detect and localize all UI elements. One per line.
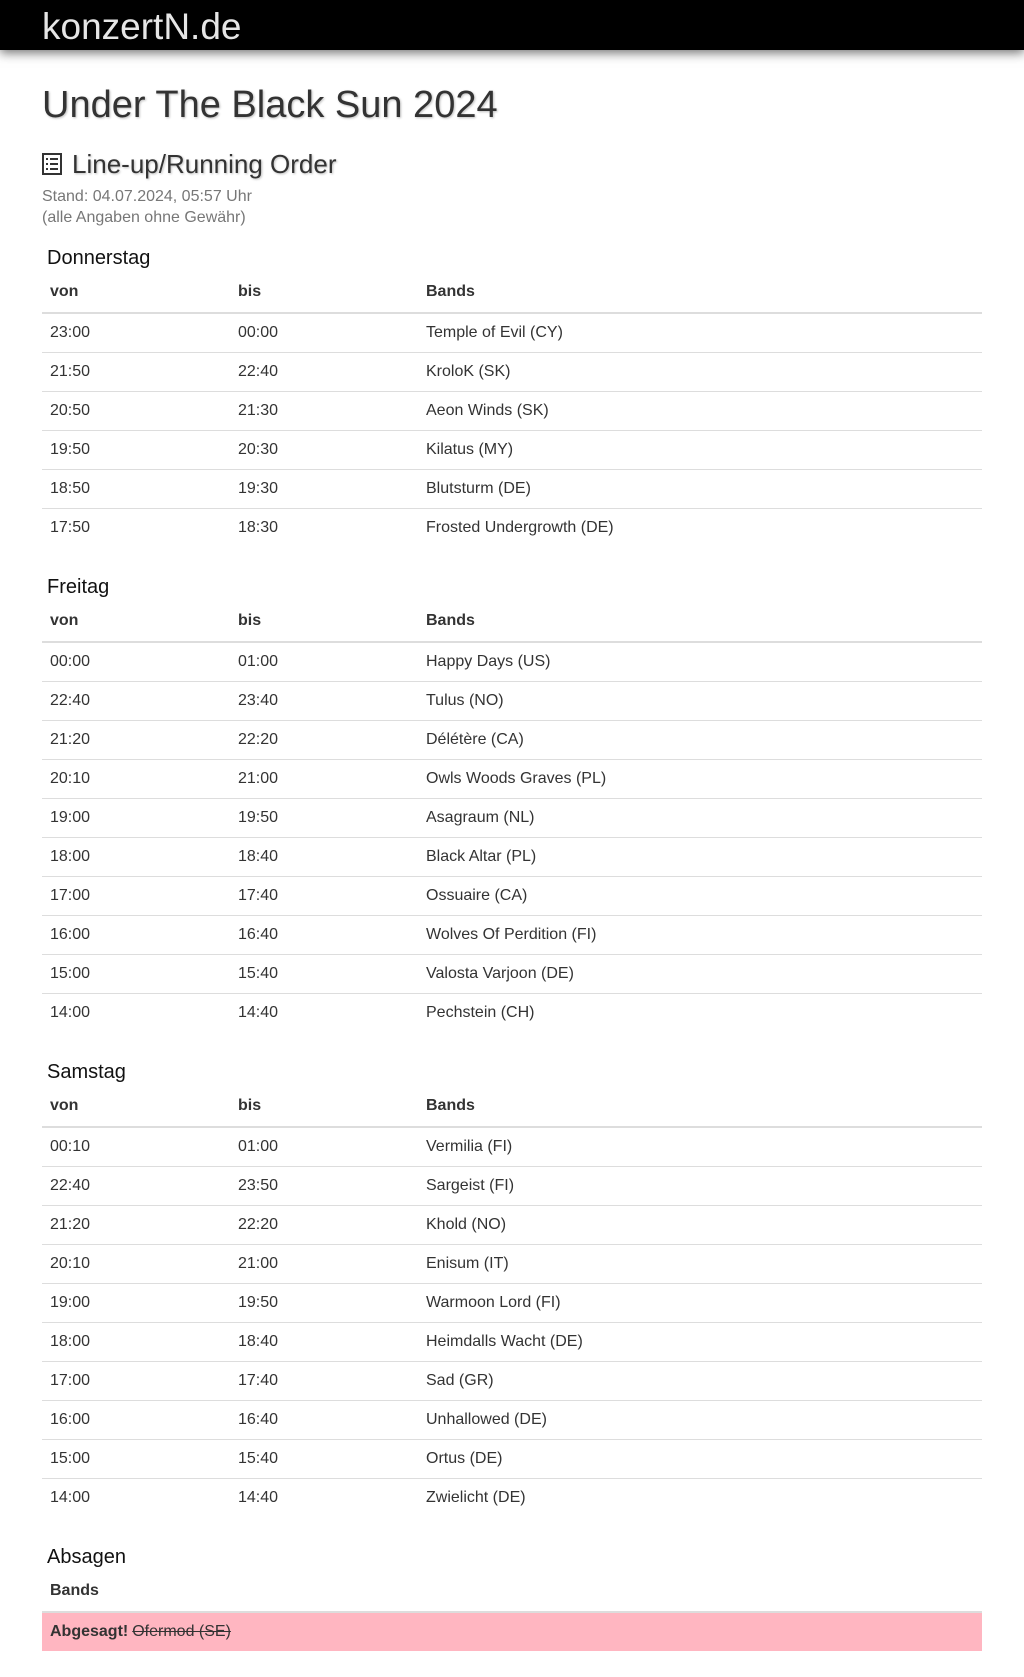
table-row [42, 838, 982, 877]
cell-band: Délétère (CA) [418, 721, 982, 760]
cell-band: Aeon Winds (SK) [418, 392, 982, 431]
cell-von: 18:00 [42, 1323, 230, 1362]
cell-bis: 22:20 [230, 1206, 418, 1245]
cell-von: 19:00 [42, 1284, 230, 1323]
table-row [42, 509, 982, 548]
cell-von: 20:50 [42, 392, 230, 431]
cell-band: Ortus (DE) [418, 1440, 982, 1479]
table-row [42, 1206, 982, 1245]
meta-info [42, 186, 982, 228]
schedule-table [42, 1086, 982, 1517]
header-bands: Bands [418, 272, 982, 313]
cell-band: Zwielicht (DE) [418, 1479, 982, 1518]
cell-bis: 18:40 [230, 838, 418, 877]
cell-band: Sad (GR) [418, 1362, 982, 1401]
table-row [42, 431, 982, 470]
brand-link[interactable]: konzertN.de [42, 6, 242, 47]
cell-von: 15:00 [42, 1440, 230, 1479]
table-header-row [42, 601, 982, 642]
cell-band: Enisum (IT) [418, 1245, 982, 1284]
cell-bis: 19:30 [230, 470, 418, 509]
cell-von: 14:00 [42, 994, 230, 1033]
cell-bis: 17:40 [230, 1362, 418, 1401]
cancelled-label: Abgesagt! [50, 1623, 129, 1640]
cell-band: Temple of Evil (CY) [426, 324, 563, 341]
day-title: Donnerstag [47, 247, 151, 269]
table-row [42, 642, 982, 682]
cell-bis: 14:40 [230, 994, 418, 1033]
cell-von: 20:10 [42, 1245, 230, 1284]
cell-band: Sargeist (FI) [418, 1167, 982, 1206]
day-section-freitag [42, 573, 982, 1032]
cell-bis: 00:00 [238, 324, 279, 341]
cell-bis: 15:40 [230, 1440, 418, 1479]
table-row [42, 682, 982, 721]
cell-bis: 14:40 [230, 1479, 418, 1518]
cancellations-section [42, 1543, 982, 1651]
table-row [42, 994, 982, 1033]
cell-von: 19:00 [42, 799, 230, 838]
header-bands: Bands [418, 1086, 982, 1127]
page-title: Under The Black Sun 2024 [42, 84, 498, 126]
table-row [42, 1245, 982, 1284]
cell-band: Happy Days (US) [426, 653, 551, 670]
header-bands: Bands [418, 601, 982, 642]
cell-band: KroloK (SK) [418, 353, 982, 392]
table-row [42, 353, 982, 392]
cell-bis: 18:40 [230, 1323, 418, 1362]
table-row [42, 1323, 982, 1362]
cell-bis: 18:30 [230, 509, 418, 548]
cell-von: 21:50 [42, 353, 230, 392]
cell-band: Wolves Of Perdition (FI) [418, 916, 982, 955]
cell-bis: 19:50 [230, 1284, 418, 1323]
cell-von: 14:00 [42, 1479, 230, 1518]
cell-band: Pechstein (CH) [418, 994, 982, 1033]
header-bands: Bands [42, 1571, 982, 1612]
cell-band: Blutsturm (DE) [418, 470, 982, 509]
table-row [42, 1401, 982, 1440]
table-row [42, 916, 982, 955]
cell-band: Heimdalls Wacht (DE) [418, 1323, 982, 1362]
table-header-row [42, 1571, 982, 1612]
cell-von: 16:00 [42, 916, 230, 955]
cell-bis: 22:40 [230, 353, 418, 392]
header-von: von [42, 601, 230, 642]
table-row [42, 799, 982, 838]
cell-band: Valosta Varjoon (DE) [418, 955, 982, 994]
cell-bis: 15:40 [230, 955, 418, 994]
header-bis: bis [230, 272, 418, 313]
cell-von: 16:00 [42, 1401, 230, 1440]
day-title: Freitag [47, 576, 110, 598]
cell-band: Ossuaire (CA) [418, 877, 982, 916]
header-von: von [42, 272, 230, 313]
cell-von: 18:50 [42, 470, 230, 509]
disclaimer-text: (alle Angaben ohne Gewähr) [42, 209, 246, 226]
header-bis: bis [230, 601, 418, 642]
table-row [42, 877, 982, 916]
cell-band: Tulus (NO) [418, 682, 982, 721]
cell-band: Owls Woods Graves (PL) [418, 760, 982, 799]
cell-bis: 16:40 [230, 916, 418, 955]
cell-bis: 20:30 [230, 431, 418, 470]
table-row [42, 313, 982, 353]
cell-von: 22:40 [42, 1167, 230, 1206]
cell-band: Khold (NO) [418, 1206, 982, 1245]
header-von: von [42, 1086, 230, 1127]
cell-von: 17:00 [42, 877, 230, 916]
day-section-samstag [42, 1058, 982, 1517]
cell-band: Frosted Undergrowth (DE) [418, 509, 982, 548]
table-row [42, 392, 982, 431]
table-row [42, 1479, 982, 1518]
schedule-table [42, 601, 982, 1032]
cell-bis: 22:20 [230, 721, 418, 760]
cell-von: 17:50 [42, 509, 230, 548]
table-row [42, 1284, 982, 1323]
cell-bis: 16:40 [230, 1401, 418, 1440]
lineup-heading [42, 146, 982, 182]
cancellation-cell [42, 1612, 982, 1651]
cell-bis: 23:40 [230, 682, 418, 721]
stand-text: Stand: 04.07.2024, 05:57 Uhr [42, 188, 252, 205]
table-row [42, 1167, 982, 1206]
cell-bis: 23:50 [230, 1167, 418, 1206]
cell-von: 17:00 [42, 1362, 230, 1401]
cell-band: Unhallowed (DE) [418, 1401, 982, 1440]
cell-von: 20:10 [42, 760, 230, 799]
cell-von: 21:20 [42, 721, 230, 760]
schedule-table [42, 272, 982, 547]
table-row [42, 760, 982, 799]
table-row [42, 1127, 982, 1167]
main-content [0, 80, 1024, 1651]
cancellations-table [42, 1571, 982, 1651]
cancelled-band: Ofermod (SE) [132, 1623, 231, 1640]
cell-von: 23:00 [50, 324, 91, 341]
cell-von: 18:00 [42, 838, 230, 877]
cell-von: 19:50 [42, 431, 230, 470]
day-title: Samstag [47, 1061, 126, 1083]
days-container [42, 244, 982, 1517]
cell-bis: 17:40 [230, 877, 418, 916]
cell-bis: 21:30 [230, 392, 418, 431]
cell-von: 22:40 [42, 682, 230, 721]
cell-von: 00:10 [50, 1138, 91, 1155]
top-navbar [0, 0, 1024, 50]
cell-von: 00:00 [50, 653, 91, 670]
cell-band: Warmoon Lord (FI) [418, 1284, 982, 1323]
cell-bis: 21:00 [230, 1245, 418, 1284]
cancellation-row [42, 1612, 982, 1651]
cell-von: 15:00 [42, 955, 230, 994]
table-row [42, 1362, 982, 1401]
table-row [42, 1440, 982, 1479]
cell-band: Kilatus (MY) [418, 431, 982, 470]
cell-band: Vermilia (FI) [426, 1138, 513, 1155]
table-row [42, 721, 982, 760]
cell-band: Asagraum (NL) [418, 799, 982, 838]
day-section-donnerstag [42, 244, 982, 547]
cell-bis: 21:00 [230, 760, 418, 799]
cell-band: Black Altar (PL) [418, 838, 982, 877]
list-icon [42, 153, 62, 175]
cell-bis: 01:00 [238, 1138, 279, 1155]
table-row [42, 470, 982, 509]
section-title: Line-up/Running Order [72, 148, 337, 179]
cancellations-title: Absagen [47, 1546, 126, 1568]
table-row [42, 955, 982, 994]
cell-bis: 01:00 [238, 653, 279, 670]
table-header-row [42, 272, 982, 313]
table-header-row [42, 1086, 982, 1127]
header-bis: bis [230, 1086, 418, 1127]
cell-von: 21:20 [42, 1206, 230, 1245]
cell-bis: 19:50 [230, 799, 418, 838]
